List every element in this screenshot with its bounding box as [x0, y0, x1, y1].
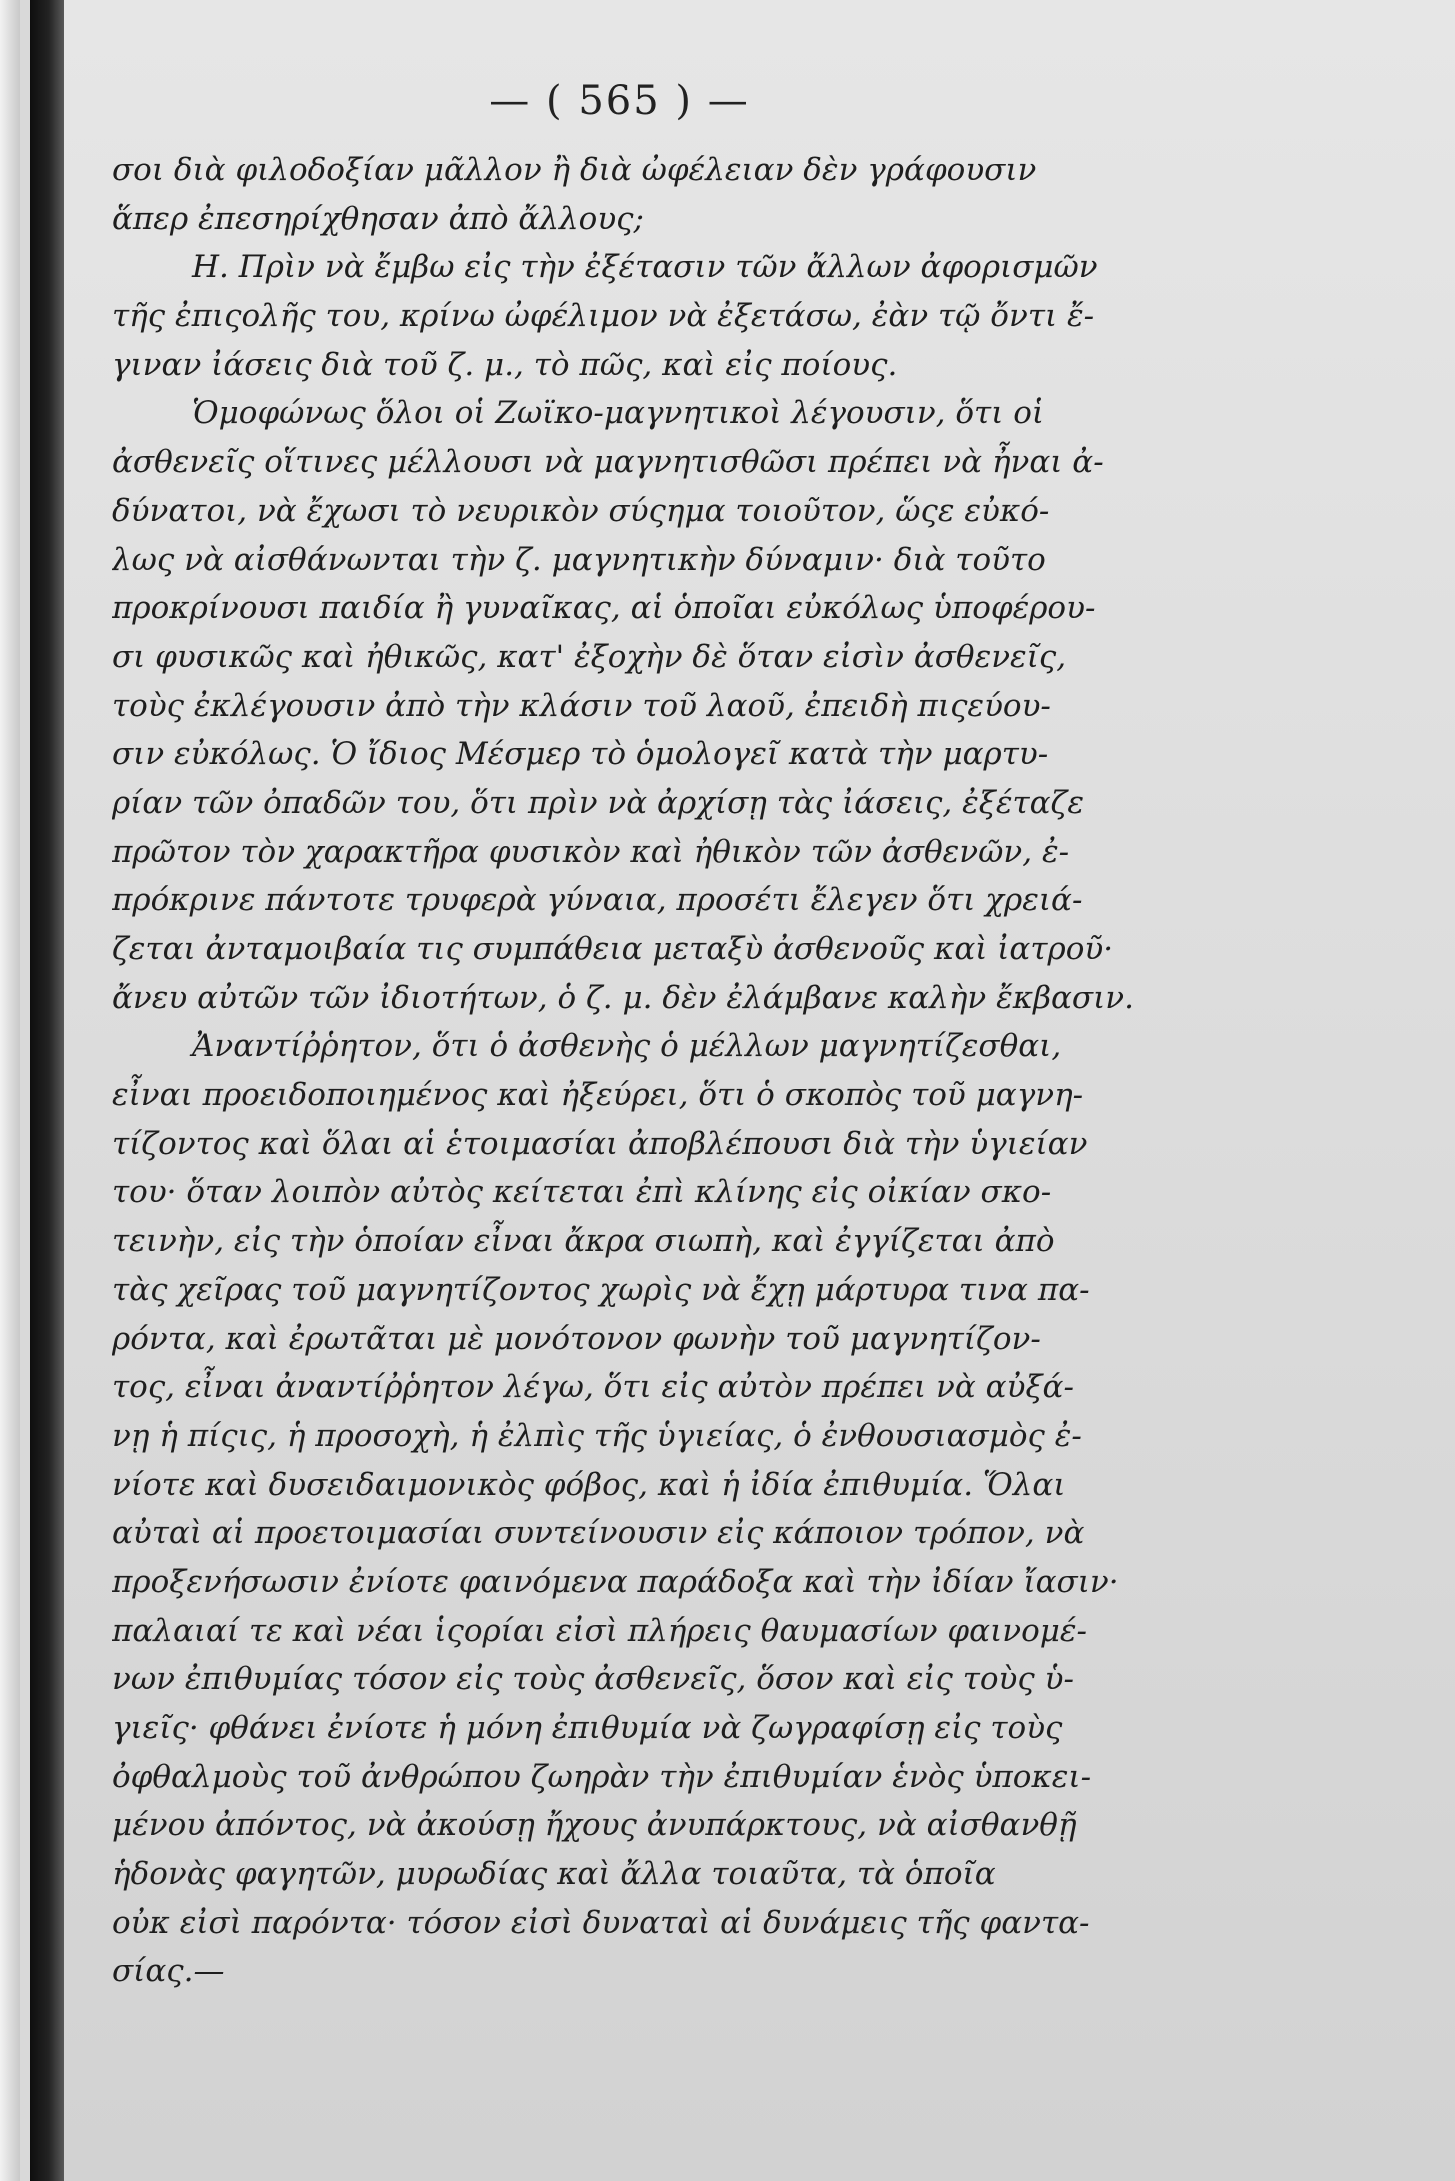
- text-line: σι φυσικῶς καὶ ἠθικῶς, κατ' ἐξοχὴν δὲ ὅταν εἰσὶν ἀσθενεῖς,: [112, 638, 1067, 675]
- text-line: αὐταὶ αἱ προετοιμασίαι συντείνουσιν εἰς κάποιον τρόπον, νὰ: [112, 1515, 1085, 1552]
- text-line: μένου ἀπόντος, νὰ ἀκούσῃ ἤχους ἀνυπάρκτους, νὰ αἰσθανθῇ: [112, 1807, 1077, 1844]
- text-line: Ὁμοφώνως ὅλοι οἱ Ζωϊκο-μαγνητικοὶ λέγουσιν, ὅτι οἱ: [192, 395, 1045, 432]
- text-line: λως νὰ αἰσθάνωνται τὴν ζ. μαγνητικὴν δύναμιν· διὰ τοῦτο: [112, 541, 1046, 578]
- text-line: γιεῖς· φθάνει ἐνίοτε ἡ μόνη ἐπιθυμία νὰ ζωγραφίσῃ εἰς τοὺς: [112, 1710, 1063, 1746]
- text-line: Ἀναντίῤῥητον, ὅτι ὁ ἀσθενὴς ὁ μέλλων μαγνητίζεσθαι,: [192, 1028, 1062, 1065]
- text-line: προξενήσωσιν ἐνίοτε φαινόμενα παράδοξα καὶ τὴν ἰδίαν ἴασιν·: [112, 1563, 1119, 1600]
- text-line: νίοτε καὶ δυσειδαιμονικὸς φόβος, καὶ ἡ ἰδία ἐπιθυμία. Ὅλαι: [112, 1466, 1066, 1503]
- text-line: τος, εἶναι ἀναντίῤῥητον λέγω, ὅτι εἰς αὐτὸν πρέπει νὰ αὐξά-: [112, 1369, 1074, 1406]
- text-line: ρόντα, καὶ ἐρωτᾶται μὲ μονότονον φωνὴν τοῦ μαγνητίζον-: [112, 1320, 1041, 1357]
- text-line: πρῶτον τὸν χαρακτῆρα φυσικὸν καὶ ἠθικὸν τῶν ἀσθενῶν, ἐ-: [112, 833, 1070, 870]
- text-line: ἀσθενεῖς οἵτινες μέλλουσι νὰ μαγνητισθῶσι πρέπει νὰ ἦναι ἀ-: [112, 444, 1104, 481]
- text-line: γιναν ἰάσεις διὰ τοῦ ζ. μ., τὸ πῶς, καὶ εἰς ποίους.: [112, 346, 898, 383]
- text-line: νῃ ἡ πίςις, ἡ προσοχὴ, ἡ ἐλπὶς τῆς ὑγιείας, ὁ ἐνθουσιασμὸς ἐ-: [112, 1417, 1082, 1454]
- book-binding-shadow: [30, 0, 64, 2181]
- book-page: [64, 0, 1455, 2181]
- text-line: ἡδονὰς φαγητῶν, μυρωδίας καὶ ἄλλα τοιαῦτα, τὰ ὁποῖα: [112, 1856, 996, 1893]
- text-line: τεινὴν, εἰς τὴν ὁποίαν εἶναι ἄκρα σιωπὴ, καὶ ἐγγίζεται ἀπὸ: [112, 1223, 1055, 1260]
- text-line: εἶναι προειδοποιημένος καὶ ἠξεύρει, ὅτι ὁ σκοπὸς τοῦ μαγνη-: [112, 1077, 1084, 1114]
- text-line: ἄνευ αὐτῶν τῶν ἰδιοτήτων, ὁ ζ. μ. δὲν ἐλάμβανε καλὴν ἔκβασιν.: [112, 979, 1134, 1016]
- text-line: σίας.—: [112, 1953, 225, 1990]
- text-line: σιν εὐκόλως. Ὁ ἴδιος Μέσμερ τὸ ὁμολογεῖ κατὰ τὴν μαρτυ-: [112, 736, 1049, 773]
- text-line: του· ὅταν λοιπὸν αὐτὸς κείτεται ἐπὶ κλίνης εἰς οἰκίαν σκο-: [112, 1174, 1052, 1211]
- text-line: ἅπερ ἐπεσηρίχθησαν ἀπὸ ἄλλους;: [112, 200, 644, 237]
- text-line: οὐκ εἰσὶ παρόντα· τόσον εἰσὶ δυναταὶ αἱ δυνάμεις τῆς φαντα-: [112, 1904, 1090, 1941]
- text-line: ὀφθαλμοὺς τοῦ ἀνθρώπου ζωηρὰν τὴν ἐπιθυμίαν ἑνὸς ὑποκει-: [112, 1758, 1092, 1795]
- text-line: τίζοντος καὶ ὅλαι αἱ ἑτοιμασίαι ἀποβλέπουσι διὰ τὴν ὑγιείαν: [112, 1125, 1088, 1162]
- text-line: τὰς χεῖρας τοῦ μαγνητίζοντος χωρὶς νὰ ἔχῃ μάρτυρα τινα πα-: [112, 1271, 1090, 1308]
- text-line: Η. Πρὶν νὰ ἔμβω εἰς τὴν ἐξέτασιν τῶν ἄλλων ἀφορισμῶν: [192, 249, 1098, 286]
- text-line: ρίαν τῶν ὀπαδῶν του, ὅτι πρὶν νὰ ἀρχίσῃ τὰς ἰάσεις, ἐξέταζε: [112, 784, 1084, 821]
- text-line: σοι διὰ φιλοδοξίαν μᾶλλον ἢ διὰ ὠφέλειαν δὲν γράφουσιν: [112, 152, 1037, 188]
- text-line: νων ἐπιθυμίας τόσον εἰς τοὺς ἀσθενεῖς, ὅσον καὶ εἰς τοὺς ὑ-: [112, 1661, 1074, 1698]
- text-line: δύνατοι, νὰ ἔχωσι τὸ νευρικὸν σύςημα τοιοῦτον, ὥςε εὐκό-: [112, 492, 1050, 529]
- body-text: [112, 146, 1287, 1996]
- text-line: ζεται ἀνταμοιβαία τις συμπάθεια μεταξὺ ἀσθενοῦς καὶ ἰατροῦ·: [112, 931, 1114, 967]
- page-spine-edge: [0, 0, 20, 2181]
- text-line: παλαιαί τε καὶ νέαι ἱςορίαι εἰσὶ πλήρεις θαυμασίων φαινομέ-: [112, 1612, 1087, 1649]
- text-line: προκρίνουσι παιδία ἢ γυναῖκας, αἱ ὁποῖαι εὐκόλως ὑποφέρου-: [112, 590, 1096, 627]
- text-line: πρόκρινε πάντοτε τρυφερὰ γύναια, προσέτι ἔλεγεν ὅτι χρειά-: [112, 882, 1083, 919]
- page-number: — ( 565 ) —: [489, 78, 750, 124]
- text-line: τῆς ἐπιςολῆς του, κρίνω ὠφέλιμον νὰ ἐξετάσω, ἐὰν τῷ ὄντι ἔ-: [112, 298, 1095, 335]
- text-line: τοὺς ἐκλέγουσιν ἀπὸ τὴν κλάσιν τοῦ λαοῦ, ἐπειδὴ πιςεύου-: [112, 687, 1051, 724]
